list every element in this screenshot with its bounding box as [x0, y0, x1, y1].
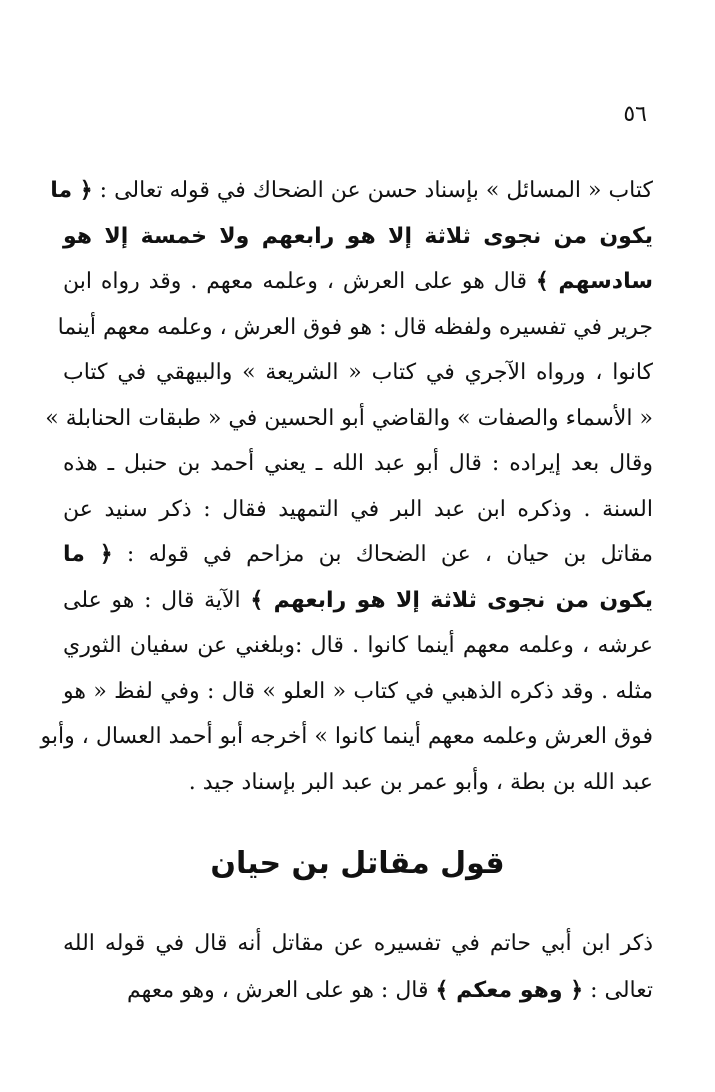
text-segment: تعالى :: [583, 978, 653, 1003]
text-line: [45, 396, 653, 442]
text-segment: الآية قال : هو على: [63, 587, 251, 613]
text-segment: وقال بعد إيراده : قال أبو عبد الله ـ يعني أحمد بن حنبل ـ هذه: [63, 451, 653, 476]
text-segment: قال هو على العرش ، وعلمه معهم . وقد رواه ابن: [63, 269, 536, 294]
text-segment: « الأسماء والصفات » والقاضي أبو الحسين في « طبقات الحنابلة »: [45, 405, 653, 431]
text-segment: مثله . وقد ذكره الذهبي في كتاب « العلو » قال : وفي لفظ « هو: [63, 678, 653, 704]
text-segment: كتاب « المسائل » بإسناد حسن عن الضحاك في قوله تعالى :: [92, 178, 653, 203]
text-line: [63, 259, 653, 305]
text-segment: فوق العرش وعلمه معهم أينما كانوا » أخرجه أبو أحمد العسال ، وأبو: [40, 724, 653, 749]
text-line: [63, 441, 653, 487]
page-number: ٥٦: [623, 102, 647, 127]
text-line: [63, 578, 653, 624]
quran-verse: سادسهم ﴾: [535, 269, 653, 294]
text-segment: جرير في تفسيره ولفظه قال : هو فوق العرش ، وعلمه معهم أينما: [57, 314, 653, 340]
text-line: [63, 487, 653, 533]
main-paragraph: [40, 168, 654, 805]
text-line: [63, 669, 653, 715]
quran-verse: ﴿ ما: [50, 178, 93, 203]
text-line: [40, 714, 653, 760]
quran-verse: ﴿ وهو معكم ﴾: [435, 978, 584, 1003]
text-line: [63, 967, 653, 1014]
text-line: [63, 760, 653, 806]
text-segment: السنة . وذكره ابن عبد البر في التمهيد فقال : ذكر سنيد عن: [63, 496, 653, 522]
text-line: [63, 350, 653, 396]
text-line: [63, 532, 653, 578]
text-segment: عرشه ، وعلمه معهم أينما كانوا . قال :وبلغني عن سفيان الثوري: [63, 633, 653, 658]
text-line: [57, 305, 653, 351]
text-segment: ذكر ابن أبي حاتم في تفسيره عن مقاتل أنه قال في قوله الله: [63, 931, 653, 956]
section-paragraph: [63, 920, 653, 1014]
text-segment: كانوا ، ورواه الآجري في كتاب « الشريعة » والبيهقي في كتاب: [63, 360, 653, 385]
quran-verse: يكون من نجوى ثلاثة إلا هو رابعهم ولا خمسة إلا هو: [63, 223, 653, 249]
text-segment: قال : هو على العرش ، وهو معهم: [126, 978, 436, 1003]
quran-verse: يكون من نجوى ثلاثة إلا هو رابعهم ﴾: [250, 587, 654, 613]
text-segment: مقاتل بن حيان ، عن الضحاك بن مزاحم في قوله :: [112, 542, 653, 567]
section-heading: قول مقاتل بن حيان: [210, 846, 505, 881]
text-line: [63, 214, 653, 260]
text-line: [63, 920, 653, 967]
text-line: [63, 623, 653, 669]
text-segment: عبد الله بن بطة ، وأبو عمر بن عبد البر بإسناد جيد .: [188, 769, 653, 795]
quran-verse: ﴿ ما: [63, 542, 113, 567]
text-line: [50, 168, 653, 214]
